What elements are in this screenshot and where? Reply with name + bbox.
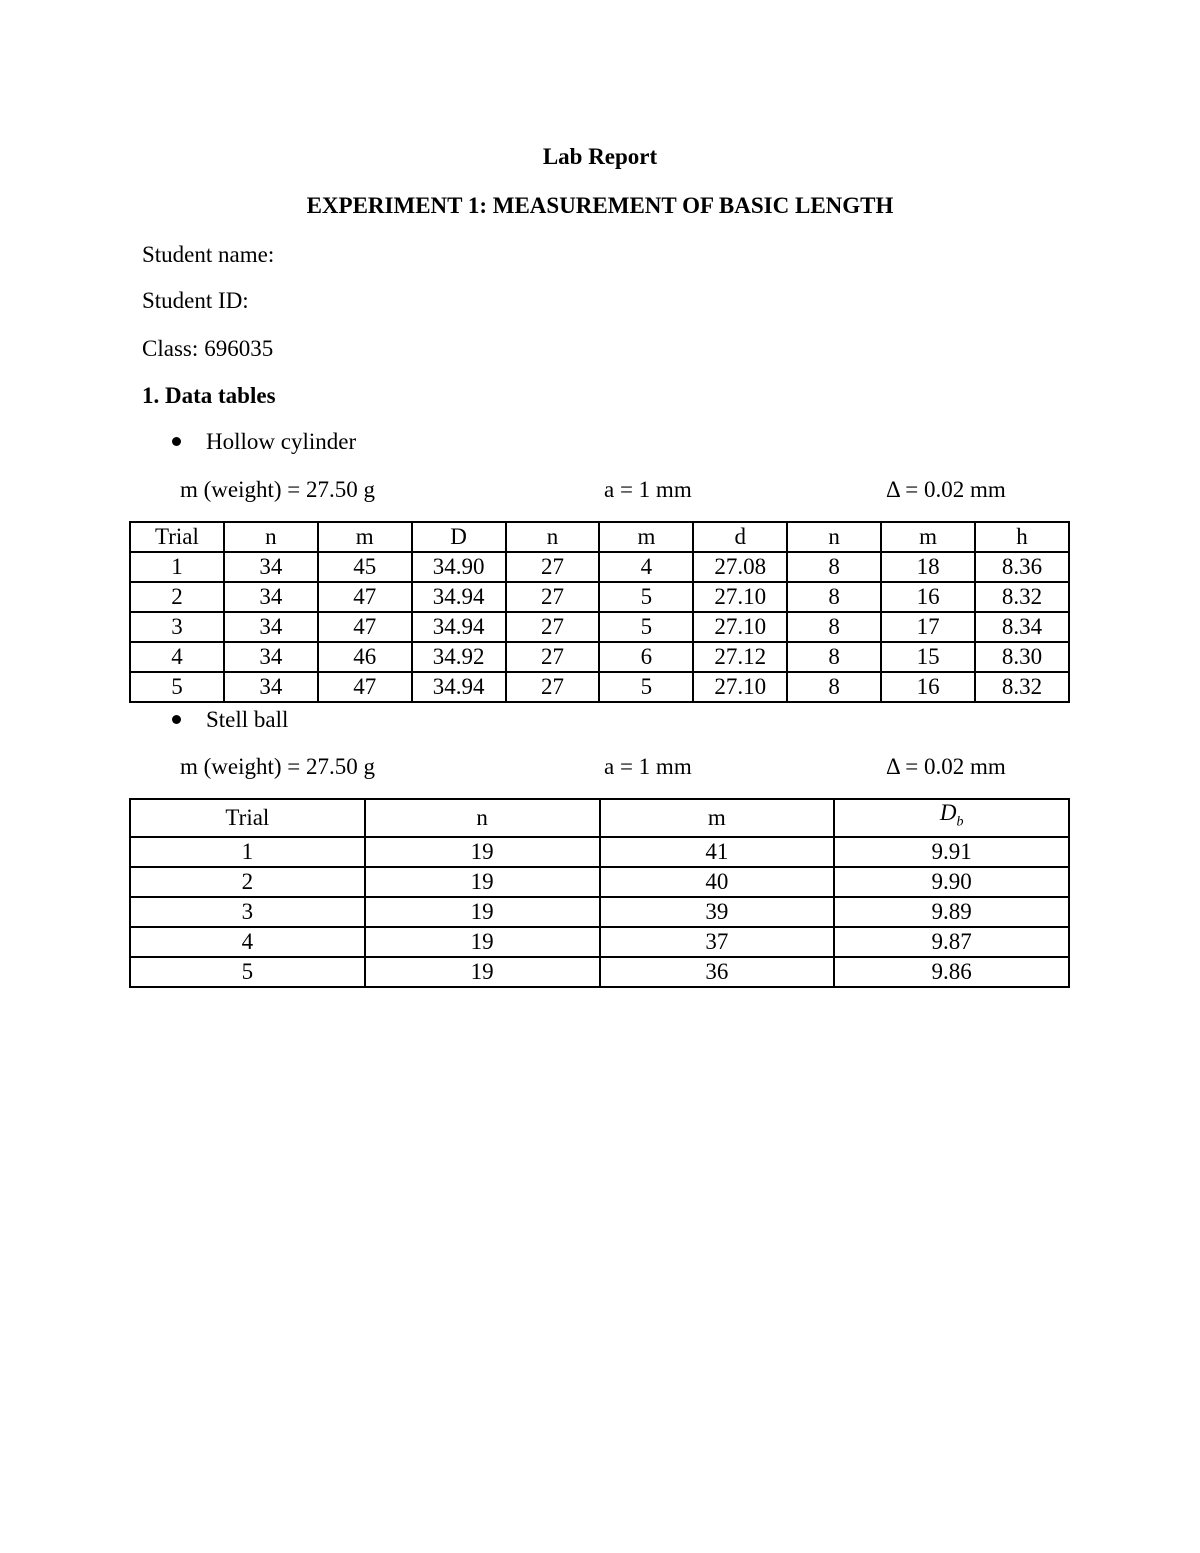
table-cell: 2	[130, 582, 224, 612]
table-cell: 19	[365, 927, 600, 957]
table-cell: 8	[787, 612, 881, 642]
table-cell: 19	[365, 837, 600, 867]
table-row	[130, 957, 1069, 987]
table-cell: 27	[506, 552, 600, 582]
steel-ball-bullet	[172, 705, 288, 735]
table-cell: 5	[599, 672, 693, 702]
table-cell: 34.94	[412, 672, 506, 702]
table-cell: 47	[318, 612, 412, 642]
db-symbol: D	[939, 800, 957, 825]
table-header-row	[130, 522, 1069, 552]
header-cell: Trial	[130, 522, 224, 552]
steel-ball-table	[129, 798, 1070, 988]
hollow-cylinder-label: Hollow cylinder	[206, 429, 357, 454]
cyl-a: a = 1 mm	[604, 477, 692, 502]
section-heading: 1. Data tables	[142, 383, 276, 408]
header-cell: n	[787, 522, 881, 552]
header-cell: h	[975, 522, 1069, 552]
student-id-label: Student ID:	[142, 288, 249, 313]
table-cell: 27.08	[693, 552, 787, 582]
table-cell: 8.30	[975, 642, 1069, 672]
table-cell: 16	[881, 582, 975, 612]
table-cell: 19	[365, 897, 600, 927]
ball-a: a = 1 mm	[604, 754, 692, 779]
table-cell: 34.94	[412, 582, 506, 612]
table-cell: 34	[224, 672, 318, 702]
table-cell: 40	[600, 867, 835, 897]
hollow-cylinder-bullet	[172, 427, 356, 457]
header-cell: m	[318, 522, 412, 552]
ball-delta: Δ = 0.02 mm	[886, 754, 1006, 779]
table-cell: 3	[130, 897, 365, 927]
table-cell: 45	[318, 552, 412, 582]
table-cell: 9.90	[834, 867, 1069, 897]
table-cell: 6	[599, 642, 693, 672]
table-cell: 19	[365, 867, 600, 897]
table-row	[130, 612, 1069, 642]
table-cell: 9.86	[834, 957, 1069, 987]
hollow-cylinder-params	[0, 475, 1200, 505]
table-cell: 34	[224, 552, 318, 582]
table-cell: 5	[130, 672, 224, 702]
table-cell: 9.91	[834, 837, 1069, 867]
table-cell: 8	[787, 552, 881, 582]
table-cell: 9.87	[834, 927, 1069, 957]
cyl-weight: m (weight) = 27.50 g	[180, 477, 376, 502]
table-cell: 8.32	[975, 672, 1069, 702]
table-cell: 34	[224, 612, 318, 642]
table-row	[130, 927, 1069, 957]
table-cell: 8	[787, 642, 881, 672]
table-cell: 27.10	[693, 612, 787, 642]
header-cell: n	[224, 522, 318, 552]
table-cell: 1	[130, 837, 365, 867]
table-cell: 4	[599, 552, 693, 582]
header-cell: m	[599, 522, 693, 552]
table-row	[130, 672, 1069, 702]
table-cell: 47	[318, 672, 412, 702]
table-row	[130, 837, 1069, 867]
table-cell: 37	[600, 927, 835, 957]
table-row	[130, 642, 1069, 672]
table-cell: 27.10	[693, 582, 787, 612]
student-name-line	[142, 240, 280, 270]
hollow-cylinder-table	[129, 521, 1070, 703]
student-id-line	[142, 286, 255, 316]
table-cell: 8	[787, 672, 881, 702]
table-cell: 4	[130, 927, 365, 957]
table-cell: 34.90	[412, 552, 506, 582]
table-cell: 27	[506, 672, 600, 702]
header-cell: n	[365, 799, 600, 837]
cyl-delta: Δ = 0.02 mm	[886, 477, 1006, 502]
table-cell: 41	[600, 837, 835, 867]
table-cell: 9.89	[834, 897, 1069, 927]
table-cell: 4	[130, 642, 224, 672]
table-cell: 5	[599, 612, 693, 642]
table-cell: 8.32	[975, 582, 1069, 612]
header-cell: Trial	[130, 799, 365, 837]
db-subscript: b	[956, 814, 964, 830]
bullet-icon	[172, 437, 181, 446]
table-cell: 16	[881, 672, 975, 702]
class-line	[142, 334, 273, 364]
table-cell: 1	[130, 552, 224, 582]
table-cell: 27	[506, 582, 600, 612]
class-label: Class:	[142, 336, 199, 361]
table-cell: 18	[881, 552, 975, 582]
table-cell: 17	[881, 612, 975, 642]
table-cell: 27	[506, 612, 600, 642]
table-cell: 2	[130, 867, 365, 897]
table-row	[130, 552, 1069, 582]
header-cell-db	[834, 799, 1069, 837]
table-cell: 27.12	[693, 642, 787, 672]
table-cell: 3	[130, 612, 224, 642]
steel-ball-label: Stell ball	[206, 707, 289, 732]
table-cell: 34.94	[412, 612, 506, 642]
table-cell: 36	[600, 957, 835, 987]
table-cell: 8	[787, 582, 881, 612]
table-header-row	[130, 799, 1069, 837]
table-cell: 27.10	[693, 672, 787, 702]
bullet-icon	[172, 715, 181, 724]
table-cell: 8.36	[975, 552, 1069, 582]
page-title: Lab Report	[542, 144, 658, 169]
table-cell: 47	[318, 582, 412, 612]
table-row	[130, 897, 1069, 927]
experiment-title: EXPERIMENT 1: MEASUREMENT OF BASIC LENGTH	[306, 193, 894, 218]
table-cell: 27	[506, 642, 600, 672]
student-name-label: Student name:	[142, 242, 275, 267]
header-cell: m	[600, 799, 835, 837]
table-row	[130, 867, 1069, 897]
table-cell: 8.34	[975, 612, 1069, 642]
table-cell: 34	[224, 582, 318, 612]
header-cell: d	[693, 522, 787, 552]
table-cell: 34	[224, 642, 318, 672]
ball-weight: m (weight) = 27.50 g	[180, 754, 376, 779]
header-cell: n	[506, 522, 600, 552]
table-cell: 5	[130, 957, 365, 987]
table-cell: 46	[318, 642, 412, 672]
table-cell: 15	[881, 642, 975, 672]
table-cell: 39	[600, 897, 835, 927]
table-cell: 5	[599, 582, 693, 612]
header-cell: D	[412, 522, 506, 552]
table-cell: 34.92	[412, 642, 506, 672]
class-value: 696035	[204, 336, 274, 361]
table-cell: 19	[365, 957, 600, 987]
table-row	[130, 582, 1069, 612]
header-cell: m	[881, 522, 975, 552]
steel-ball-params	[0, 752, 1200, 782]
